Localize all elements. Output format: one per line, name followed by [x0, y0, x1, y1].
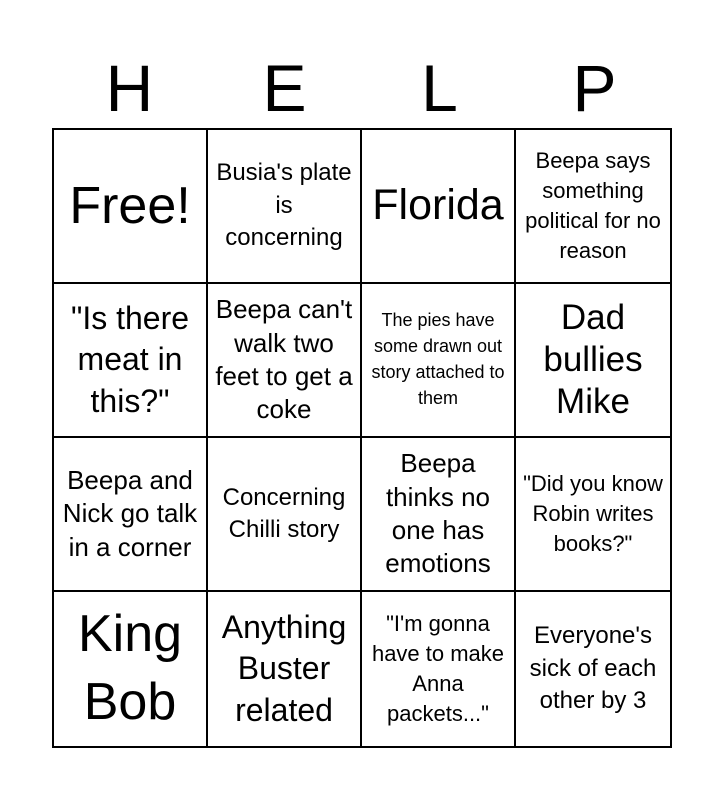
bingo-cell[interactable] [208, 130, 362, 284]
bingo-cell[interactable] [362, 130, 516, 284]
cell-label: Beepa thinks no one has emotions [385, 448, 491, 579]
bingo-cell[interactable] [208, 284, 362, 438]
cell-label: Everyone's sick of each other by 3 [529, 622, 657, 715]
cell-label: Florida [372, 181, 504, 230]
cell-label: Concerning Chilli story [222, 483, 346, 543]
cell-label: Anything Buster related [221, 608, 347, 728]
header-letter-e: E [262, 51, 307, 125]
bingo-cell[interactable] [516, 592, 670, 746]
bingo-cell[interactable] [516, 284, 670, 438]
bingo-cell[interactable] [54, 438, 208, 592]
bingo-cell[interactable] [54, 592, 208, 746]
cell-label: "I'm gonna have to make Anna packets..." [371, 611, 505, 726]
cell-label: The pies have some drawn out story attached to them [371, 310, 505, 408]
bingo-cell[interactable] [208, 438, 362, 592]
bingo-header [52, 52, 672, 124]
cell-label: Busia's plate is concerning [216, 159, 352, 252]
header-letter-p: P [572, 51, 617, 125]
cell-label: Dad bullies Mike [543, 298, 643, 421]
cell-label: "Is there meat in this?" [70, 299, 190, 419]
header-letter-h: H [105, 51, 154, 125]
bingo-cell[interactable] [362, 284, 516, 438]
bingo-cell[interactable] [54, 284, 208, 438]
cell-label: Beepa says something political for no reason [525, 148, 661, 263]
cell-label: "Did you know Robin writes books?" [523, 471, 663, 556]
bingo-cell[interactable] [208, 592, 362, 746]
bingo-cell[interactable] [362, 438, 516, 592]
bingo-board [52, 128, 672, 748]
bingo-cell[interactable] [516, 438, 670, 592]
cell-label: Beepa and Nick go talk in a corner [62, 465, 198, 562]
bingo-cell-free[interactable] [54, 130, 208, 284]
cell-label: King Bob [77, 605, 183, 731]
bingo-cell[interactable] [516, 130, 670, 284]
cell-label: Beepa can't walk two feet to get a coke [215, 294, 353, 425]
cell-label: Free! [69, 176, 191, 235]
header-letter-l: L [421, 51, 458, 125]
bingo-cell[interactable] [362, 592, 516, 746]
